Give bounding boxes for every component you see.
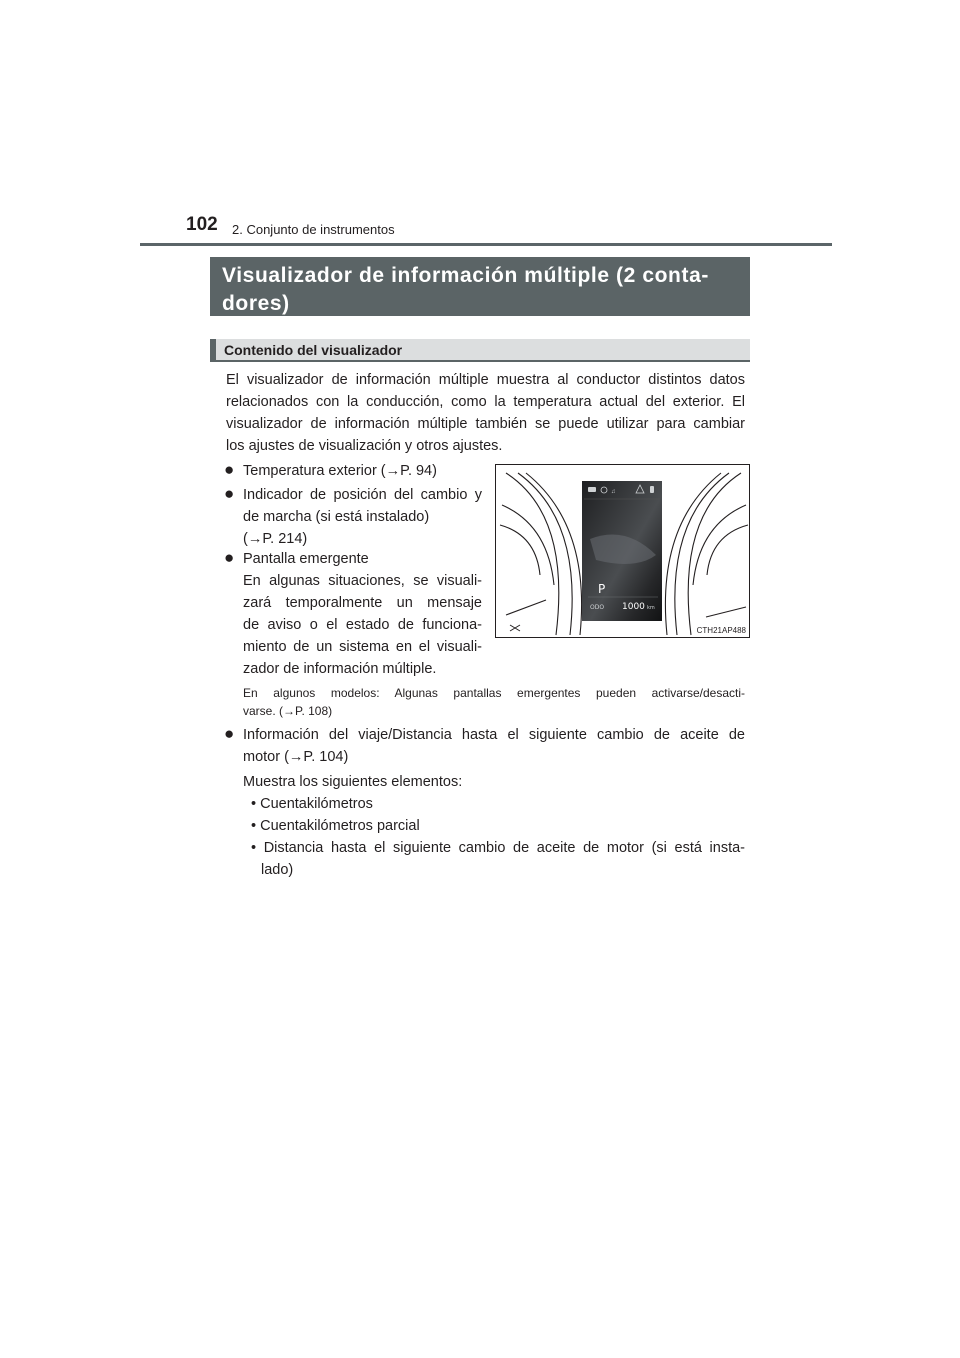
left-gauge: [500, 473, 582, 635]
instrument-cluster-figure: [495, 464, 750, 638]
car-icon: [588, 487, 596, 492]
gear-indicator: P: [598, 582, 606, 596]
subsection-heading: [210, 339, 750, 362]
section-title-line-2: dores): [222, 292, 290, 315]
item-popup-desc-5: zador de información múltiple.: [243, 661, 437, 677]
bullet-icon: ●: [224, 484, 235, 503]
needle-mark: [510, 625, 520, 631]
odo-unit: km: [647, 605, 655, 611]
subsection-title: Contenido del visualizador: [224, 342, 403, 358]
item-popup-title: Pantalla emergente: [243, 551, 369, 567]
subsection-marker: [210, 339, 216, 360]
chapter-title: 2. Conjunto de instrumentos: [232, 222, 395, 237]
item-trip-desc: Muestra los siguientes elementos:: [243, 774, 463, 790]
item-gear-line-1: Indicador de posición del cambio y: [243, 487, 482, 503]
subitem-trip-meter: • Cuentakilómetros parcial: [251, 818, 420, 834]
header-divider: [140, 243, 832, 246]
subitem-odometer: • Cuentakilómetros: [251, 796, 373, 812]
bullet-icon: ●: [224, 460, 235, 479]
item-popup-note-1: En algunos modelos: Algunas pantallas emergentes pueden activarse/desacti-: [243, 686, 745, 700]
item-gear-line-2: de marcha (si está instalado): [243, 509, 430, 525]
item-popup-desc-2: zará temporalmente un mensaje: [243, 595, 482, 611]
item-popup-desc-1: En algunas situaciones, se visuali-: [243, 573, 482, 589]
intro-line-4: los ajustes de visualización y otros ajustes.: [226, 438, 503, 454]
item-trip-line-2: motor (→P. 104): [243, 749, 349, 765]
section-title-line-1: Visualizador de información múltiple (2 conta-: [222, 264, 709, 287]
intro-line-1: El visualizador de información múltiple muestra al conductor distintos datos: [226, 372, 745, 388]
section-title: [210, 257, 750, 316]
figure-code: CTH21AP488: [696, 626, 746, 635]
item-gear-line-3: (→P. 214): [243, 531, 308, 547]
phone-icon: [650, 486, 654, 493]
intro-line-3: visualizador de información múltiple también se puede utilizar para cambiar: [226, 416, 745, 432]
odo-value: 1000: [622, 602, 645, 612]
music-icon: ♫: [611, 489, 616, 495]
bullet-icon: ●: [224, 724, 235, 743]
intro-line-2: relacionados con la conducción, como la temperatura actual del exterior. El: [226, 394, 745, 410]
page-number: 102: [186, 214, 218, 235]
right-gauge: [665, 473, 748, 635]
item-popup-desc-4: miento de un sistema en el visuali-: [243, 639, 482, 655]
subitem-oil-change-line-2: lado): [261, 862, 294, 878]
item-temperature: Temperatura exterior (→P. 94): [243, 463, 437, 479]
subitem-oil-change-line-1: • Distancia hasta el siguiente cambio de aceite de motor (si está insta-: [251, 840, 745, 856]
odo-label: ODO: [590, 604, 605, 611]
bullet-icon: ●: [224, 548, 235, 567]
item-popup-note-2: varse. (→P. 108): [243, 704, 333, 718]
instrument-cluster-illustration: [496, 465, 750, 638]
page-header: [186, 212, 832, 246]
item-trip-line-1: Información del viaje/Distancia hasta el siguiente cambio de aceite de: [243, 727, 745, 743]
item-popup-desc-3: de aviso o el estado de funciona-: [243, 617, 482, 633]
